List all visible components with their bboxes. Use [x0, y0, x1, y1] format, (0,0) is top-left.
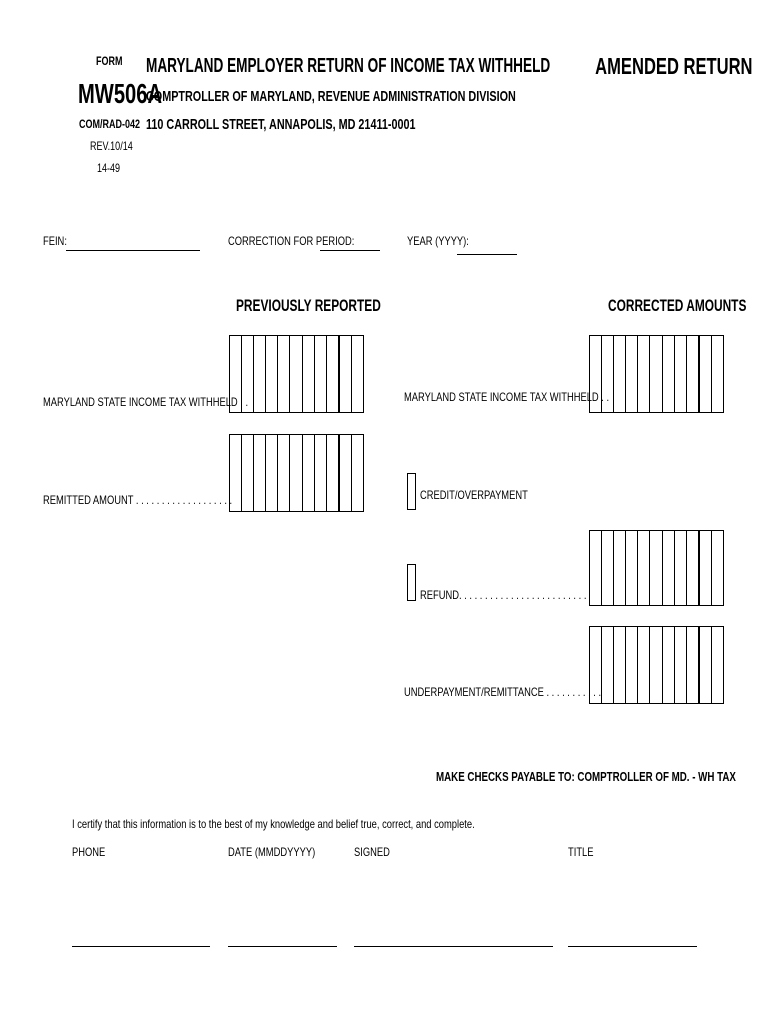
year-field[interactable]	[457, 254, 517, 255]
title-field[interactable]	[568, 946, 697, 947]
form-code: COM/RAD-042	[79, 117, 141, 131]
fein-label: FEIN:	[43, 234, 67, 248]
form-title: MARYLAND EMPLOYER RETURN OF INCOME TAX WITHHELD	[146, 55, 551, 77]
underpayment-label: UNDERPAYMENT/REMITTANCE . . . . . . . . . . .	[404, 685, 602, 699]
form-revision: REV.10/14	[90, 139, 133, 153]
phone-field[interactable]	[72, 946, 210, 947]
signature-field[interactable]	[354, 946, 553, 947]
amended-return-heading: AMENDED RETURN	[594, 53, 752, 79]
agency-address: 110 CARROLL STREET, ANNAPOLIS, MD 21411-0001	[146, 116, 416, 133]
underpayment-amount-grid[interactable]	[589, 626, 724, 704]
form-code-secondary: 14-49	[97, 161, 121, 175]
title-label: TITLE	[568, 845, 594, 859]
prev-remitted-amount-grid[interactable]	[229, 434, 364, 512]
year-label: YEAR (YYYY):	[407, 234, 469, 248]
credit-overpayment-label: CREDIT/OVERPAYMENT	[420, 488, 528, 502]
corr-withheld-amount-grid[interactable]	[589, 335, 724, 413]
refund-amount-grid[interactable]	[589, 530, 724, 606]
prev-withheld-amount-grid[interactable]	[229, 335, 364, 413]
date-label: DATE (MMDDYYYY)	[228, 845, 316, 859]
date-field[interactable]	[228, 946, 337, 947]
form-number: MW506A	[78, 78, 163, 109]
corrected-amounts-heading: CORRECTED AMOUNTS	[608, 296, 747, 315]
payable-note: MAKE CHECKS PAYABLE TO: COMPTROLLER OF MD. - WH TAX	[436, 769, 736, 784]
phone-label: PHONE	[72, 845, 106, 859]
signed-label: SIGNED	[354, 845, 390, 859]
agency-name: COMPTROLLER OF MARYLAND, REVENUE ADMINISTRATION DIVISION	[146, 88, 516, 105]
refund-label: REFUND. . . . . . . . . . . . . . . . . . . . . . . . .	[420, 588, 587, 602]
prev-withheld-label: MARYLAND STATE INCOME TAX WITHHELD . .	[43, 395, 249, 409]
prev-remitted-label: REMITTED AMOUNT . . . . . . . . . . . . . . . . . . .	[43, 493, 233, 507]
credit-overpayment-checkbox[interactable]	[407, 473, 416, 510]
fein-field[interactable]	[66, 250, 200, 251]
corr-withheld-label: MARYLAND STATE INCOME TAX WITHHELD . .	[404, 390, 610, 404]
form-label: FORM	[96, 54, 123, 68]
correction-period-label: CORRECTION FOR PERIOD:	[228, 234, 355, 248]
certification-statement: I certify that this information is to the best of my knowledge and belief true, correct, and complete.	[72, 817, 475, 831]
refund-checkbox[interactable]	[407, 564, 416, 601]
correction-period-field[interactable]	[320, 250, 380, 251]
previously-reported-heading: PREVIOUSLY REPORTED	[236, 296, 381, 315]
